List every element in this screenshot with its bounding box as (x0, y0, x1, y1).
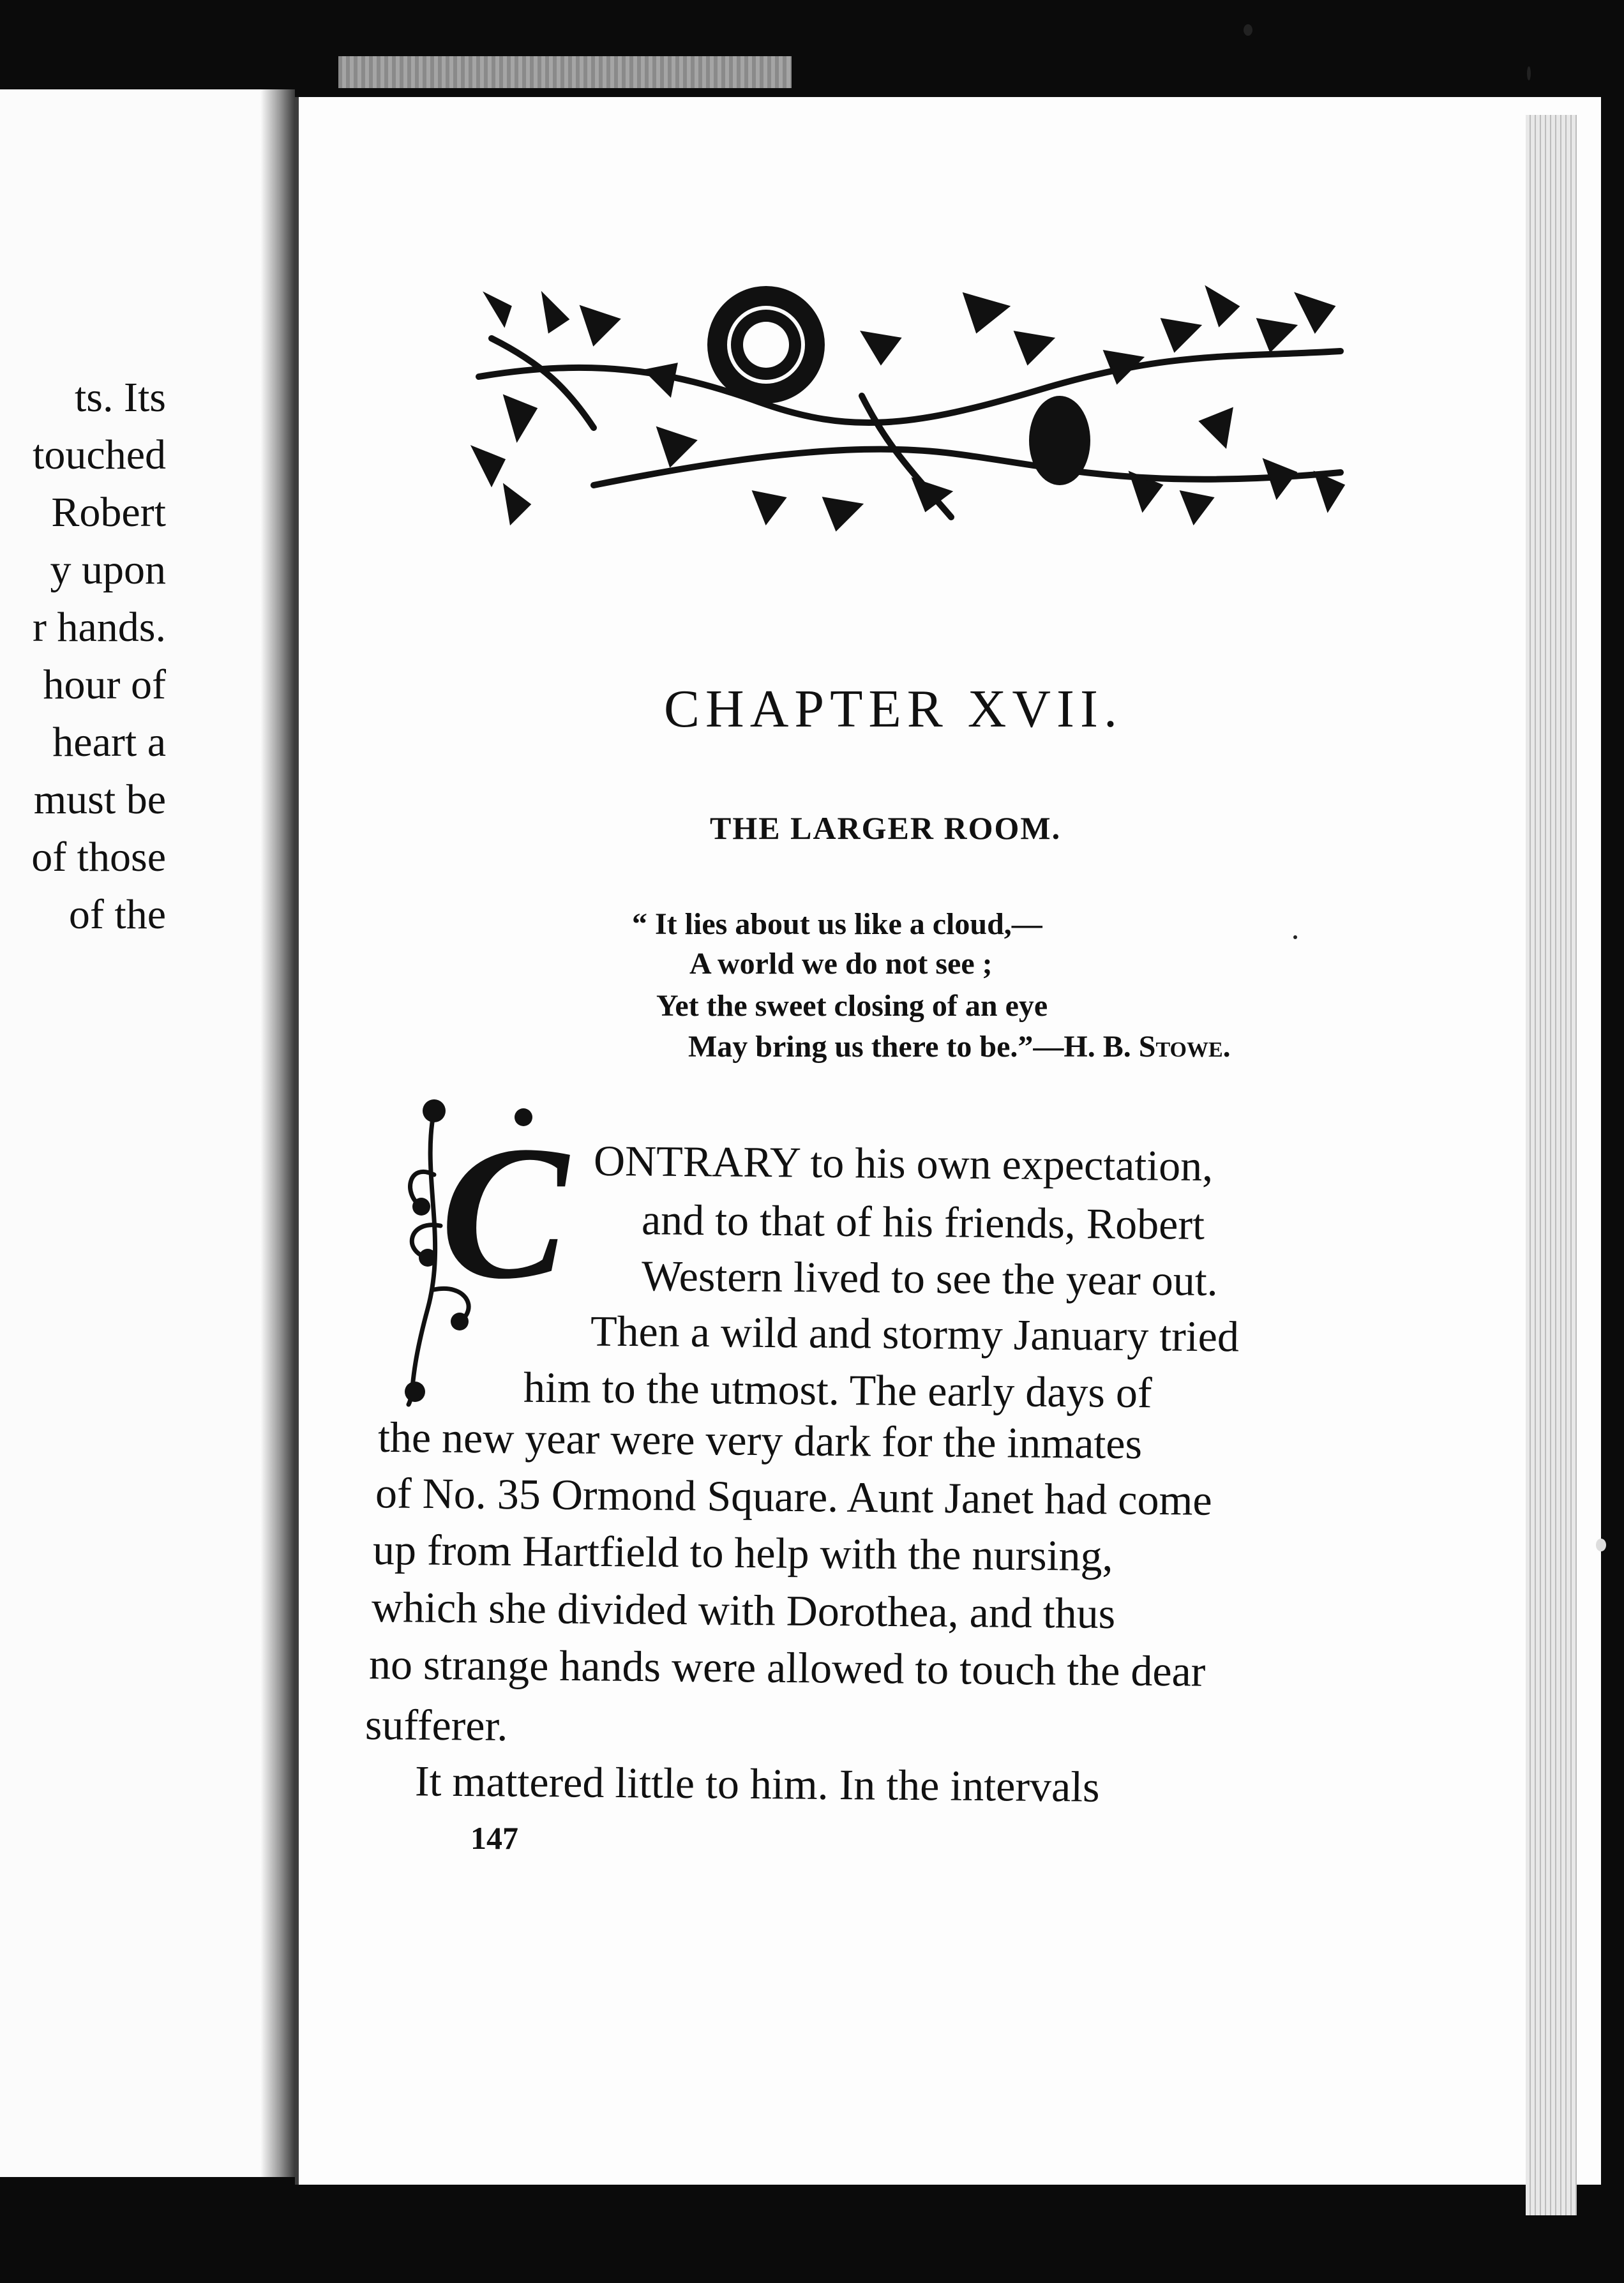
epigraph-line: A world we do not see ; (689, 947, 993, 981)
chapter-title: CHAPTER XVII. (664, 679, 1123, 739)
page-number: 147 (470, 1820, 518, 1856)
left-page-line: must be (33, 776, 166, 823)
body-line: Then a wild and stormy January tried (590, 1306, 1240, 1361)
scan-speck (1244, 24, 1252, 36)
epigraph-line (688, 1029, 1231, 1064)
left-page-line: of those (31, 834, 166, 880)
scan-speck (1293, 935, 1297, 939)
body-line: Western lived to see the year out. (641, 1251, 1219, 1305)
floral-ornament (466, 281, 1347, 562)
left-page-line: r hands. (33, 604, 166, 651)
drop-cap-letter: C (440, 1106, 569, 1318)
body-line: the new year were very dark for the inmates (377, 1412, 1143, 1468)
left-page-line: heart a (52, 719, 166, 765)
epigraph-line-text: May bring us there to be.”—H. B. (688, 1030, 1131, 1064)
body-line: sufferer. (365, 1700, 508, 1750)
body-line: ONTRARY to his own expectation, (593, 1136, 1214, 1191)
chapter-subtitle: THE LARGER ROOM. (710, 810, 1062, 846)
scan-speck (1596, 1539, 1606, 1551)
left-page-line: touched (33, 432, 166, 478)
body-line: It mattered little to him. In the intervals (414, 1756, 1100, 1811)
left-page-line: y upon (50, 546, 166, 593)
left-page-line: Robert (51, 489, 166, 536)
left-page-line: hour of (43, 661, 166, 708)
epigraph-line: “ It lies about us like a cloud,— (632, 907, 1042, 941)
epigraph-line: Yet the sweet closing of an eye (656, 989, 1048, 1023)
scan-edge-bar (338, 56, 792, 88)
left-page (0, 89, 289, 2177)
body-line: no strange hands were allowed to touch the dear (368, 1639, 1206, 1696)
body-line: of No. 35 Ormond Square. Aunt Janet had come (375, 1468, 1212, 1525)
body-line: which she divided with Dorothea, and thus (371, 1582, 1116, 1638)
left-page-line: ts. Its (74, 374, 166, 421)
book-gutter (260, 89, 295, 2177)
body-line: him to the utmost. The early days of (523, 1362, 1152, 1417)
left-page-line: of the (68, 891, 166, 938)
scan-speck (1527, 66, 1531, 80)
body-line: and to that of his friends, Robert (641, 1195, 1205, 1249)
epigraph-attribution-name: Stowe. (1138, 1030, 1231, 1064)
page-edges (1526, 115, 1577, 2215)
body-line: up from Hartfield to help with the nursing, (372, 1525, 1113, 1581)
